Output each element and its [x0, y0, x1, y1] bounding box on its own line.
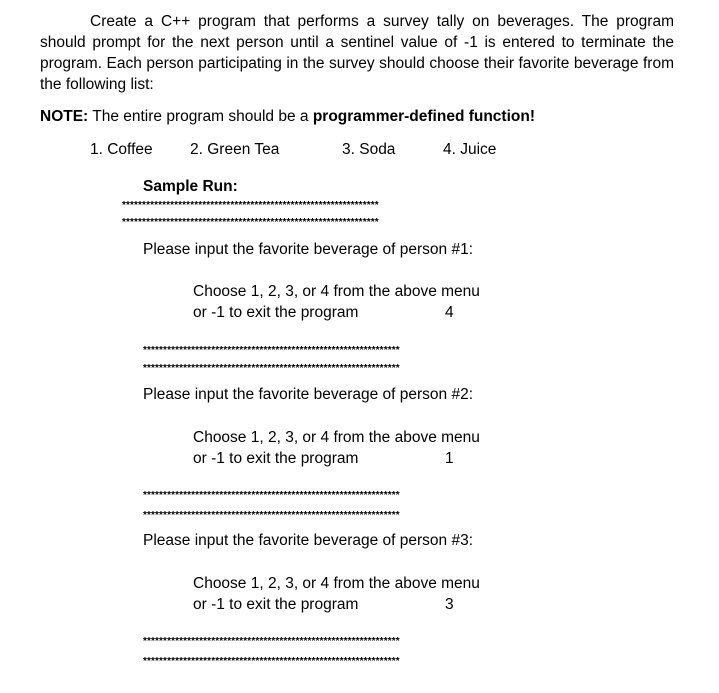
answer-person-3: 3: [445, 596, 454, 613]
choose-line-2: or -1 to exit the program: [193, 450, 359, 467]
star-separator: ****************************************************************: [143, 346, 400, 356]
note-label: NOTE:: [40, 108, 89, 125]
menu-item-soda: 3. Soda: [342, 141, 396, 158]
intro-paragraph: [40, 11, 674, 95]
prompt-person-3: Please input the favorite beverage of person #3:: [143, 532, 474, 549]
choose-line-1: Choose 1, 2, 3, or 4 from the above menu: [193, 429, 480, 446]
sample-run-title: Sample Run:: [143, 178, 238, 195]
note-line: [40, 106, 535, 128]
menu-item-green-tea: 2. Green Tea: [190, 141, 280, 158]
star-separator: ****************************************************************: [143, 511, 400, 521]
prompt-person-2: Please input the favorite beverage of person #2:: [143, 386, 474, 403]
menu-item-juice: 4. Juice: [443, 141, 497, 158]
note-text: The entire program should be a: [88, 108, 313, 125]
choose-line-2: or -1 to exit the program: [193, 596, 359, 613]
star-separator: ****************************************************************: [122, 201, 379, 211]
answer-person-1: 4: [445, 304, 454, 321]
star-separator: ****************************************************************: [143, 364, 400, 374]
star-separator: ****************************************************************: [143, 637, 400, 647]
menu-item-coffee: 1. Coffee: [90, 141, 153, 158]
answer-person-2: 1: [445, 450, 454, 467]
prompt-person-1: Please input the favorite beverage of person #1:: [143, 241, 474, 258]
note-emphasis: programmer-defined function!: [312, 108, 535, 125]
star-separator: ****************************************************************: [143, 491, 400, 501]
star-separator: ****************************************************************: [122, 218, 379, 228]
choose-line-1: Choose 1, 2, 3, or 4 from the above menu: [193, 283, 480, 300]
choose-line-1: Choose 1, 2, 3, or 4 from the above menu: [193, 575, 480, 592]
choose-line-2: or -1 to exit the program: [193, 304, 359, 321]
star-separator: ****************************************************************: [143, 657, 400, 667]
intro-text: Create a C++ program that performs a survey tally on beverages. The program should prompt for the next person until a sentinel value of -1 is entered to terminate the program. Each person participating in the survey should choose their favorite beverage from the following list:: [40, 13, 674, 93]
